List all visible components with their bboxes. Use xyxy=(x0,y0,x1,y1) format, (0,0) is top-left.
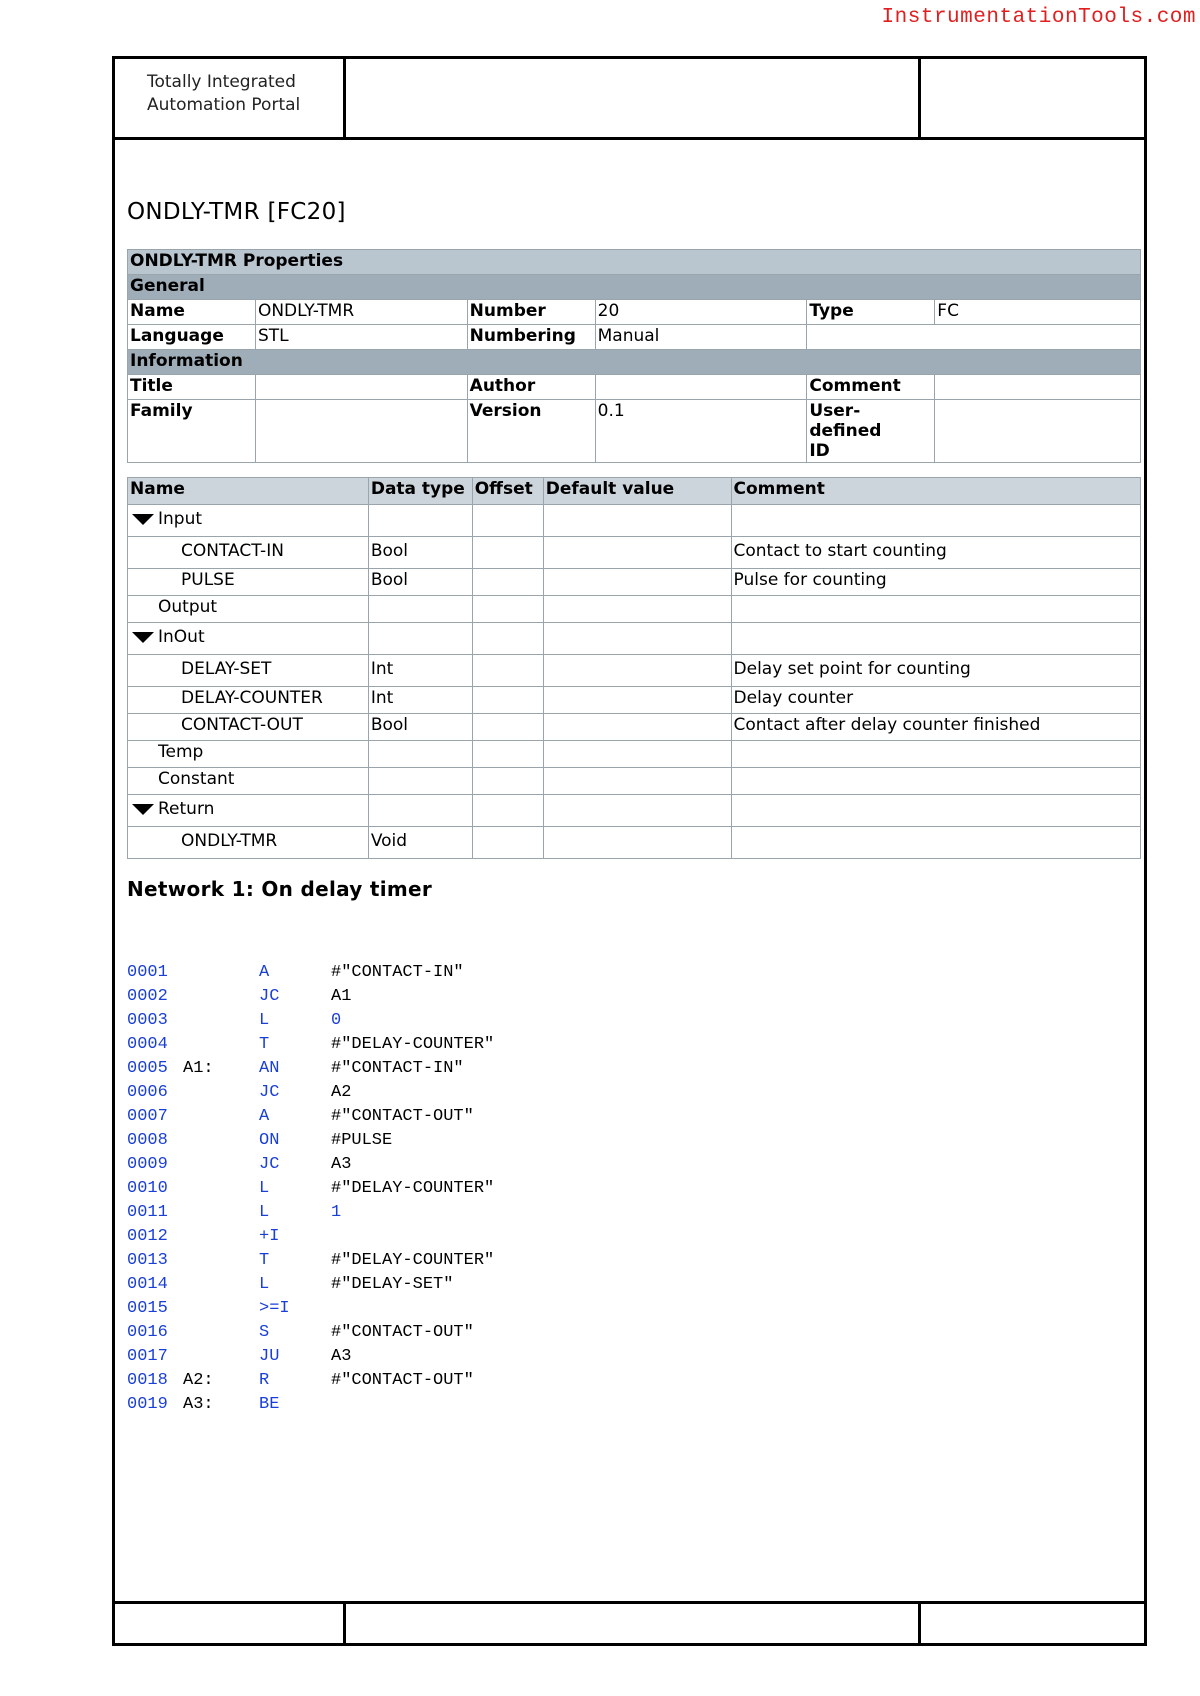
operand: A3 xyxy=(331,1347,352,1366)
instruction: L xyxy=(259,1275,270,1294)
code-line xyxy=(127,1369,1141,1393)
user-id-label xyxy=(807,400,935,463)
section-name: Output xyxy=(128,596,369,623)
code-line xyxy=(127,1201,1141,1225)
line-number: 0011 xyxy=(127,1203,168,1222)
jump-label xyxy=(183,1033,259,1057)
operand: #"CONTACT-OUT" xyxy=(331,1323,474,1342)
instruction: >=I xyxy=(259,1299,290,1318)
network-title: Network 1: On delay timer xyxy=(127,877,433,901)
comment-label: Comment xyxy=(807,375,935,400)
instruction: JC xyxy=(259,1083,280,1102)
col-offset: Offset xyxy=(472,478,543,505)
param-comment: Delay set point for counting xyxy=(731,655,1140,687)
expand-triangle-icon[interactable] xyxy=(132,514,154,525)
param-name: ONDLY-TMR xyxy=(128,827,369,859)
code-line xyxy=(127,1393,1141,1417)
instruction: JC xyxy=(259,1155,280,1174)
jump-label xyxy=(183,1105,259,1129)
operand: #"CONTACT-IN" xyxy=(331,963,464,982)
block-title: ONDLY-TMR [FC20] xyxy=(127,199,346,225)
table-row xyxy=(128,537,1141,569)
jump-label xyxy=(183,985,259,1009)
table-row xyxy=(128,827,1141,859)
operand: #"DELAY-COUNTER" xyxy=(331,1179,495,1198)
section-temp xyxy=(128,741,1141,768)
jump-label xyxy=(183,961,259,985)
footer-right-cell xyxy=(921,1604,1144,1643)
section-constant xyxy=(128,768,1141,795)
instruction: +I xyxy=(259,1227,280,1246)
code-line xyxy=(127,1153,1141,1177)
section-name: Input xyxy=(158,509,203,529)
line-number: 0012 xyxy=(127,1227,168,1246)
title-block-footer xyxy=(115,1601,1144,1643)
name-value: ONDLY-TMR xyxy=(255,300,467,325)
param-name: CONTACT-IN xyxy=(128,537,369,569)
section-input[interactable] xyxy=(128,505,1141,537)
line-number: 0019 xyxy=(127,1395,168,1414)
param-comment xyxy=(731,827,1140,859)
line-number: 0003 xyxy=(127,1011,168,1030)
version-value: 0.1 xyxy=(595,400,807,463)
line-number: 0018 xyxy=(127,1371,168,1390)
code-line xyxy=(127,1105,1141,1129)
operand: #"DELAY-COUNTER" xyxy=(331,1035,495,1054)
jump-label xyxy=(183,1177,259,1201)
operand: #"DELAY-COUNTER" xyxy=(331,1251,495,1270)
section-return[interactable] xyxy=(128,795,1141,827)
stl-code-listing xyxy=(127,961,1141,1417)
type-label: Type xyxy=(807,300,935,325)
interface-table xyxy=(127,477,1141,859)
line-number: 0017 xyxy=(127,1347,168,1366)
param-comment: Pulse for counting xyxy=(731,569,1140,596)
number-value: 20 xyxy=(595,300,807,325)
jump-label xyxy=(183,1345,259,1369)
param-comment: Contact to start counting xyxy=(731,537,1140,569)
line-number: 0009 xyxy=(127,1155,168,1174)
instruction: R xyxy=(259,1371,270,1390)
param-comment: Delay counter xyxy=(731,687,1140,714)
page-content xyxy=(127,199,1141,1417)
instruction: ON xyxy=(259,1131,280,1150)
instruction: JU xyxy=(259,1347,280,1366)
code-line xyxy=(127,1249,1141,1273)
jump-label xyxy=(183,1225,259,1249)
param-name: PULSE xyxy=(128,569,369,596)
line-number: 0004 xyxy=(127,1035,168,1054)
code-line xyxy=(127,1009,1141,1033)
code-line xyxy=(127,985,1141,1009)
family-value xyxy=(255,400,467,463)
jump-label xyxy=(183,1321,259,1345)
jump-label xyxy=(183,1081,259,1105)
operand: A1 xyxy=(331,987,352,1006)
operand: 0 xyxy=(331,1011,342,1030)
instruction: BE xyxy=(259,1395,280,1414)
code-line xyxy=(127,961,1141,985)
jump-label: A3: xyxy=(183,1395,214,1414)
line-number: 0014 xyxy=(127,1275,168,1294)
user-id-label-line2: ID xyxy=(809,441,830,461)
footer-left-cell xyxy=(115,1604,346,1643)
header-right-cell xyxy=(921,59,1144,137)
table-row xyxy=(128,569,1141,596)
section-name: Return xyxy=(158,799,215,819)
operand: #"CONTACT-OUT" xyxy=(331,1371,474,1390)
instruction: A xyxy=(259,1107,270,1126)
col-default-value: Default value xyxy=(543,478,731,505)
number-label: Number xyxy=(467,300,595,325)
jump-label xyxy=(183,1273,259,1297)
information-section: Information xyxy=(128,350,1141,375)
code-line xyxy=(127,1057,1141,1081)
code-line xyxy=(127,1273,1141,1297)
line-number: 0001 xyxy=(127,963,168,982)
line-number: 0007 xyxy=(127,1107,168,1126)
param-type: Bool xyxy=(368,569,472,596)
code-line xyxy=(127,1225,1141,1249)
code-line xyxy=(127,1033,1141,1057)
operand: #"CONTACT-OUT" xyxy=(331,1107,474,1126)
jump-label xyxy=(183,1249,259,1273)
line-number: 0013 xyxy=(127,1251,168,1270)
operand: A3 xyxy=(331,1155,352,1174)
jump-label xyxy=(183,1297,259,1321)
title-label: Title xyxy=(128,375,256,400)
param-name: DELAY-SET xyxy=(128,655,369,687)
param-type: Int xyxy=(368,687,472,714)
expand-triangle-icon[interactable] xyxy=(132,632,154,643)
col-name: Name xyxy=(128,478,369,505)
numbering-label: Numbering xyxy=(467,325,595,350)
param-type: Bool xyxy=(368,714,472,741)
code-line xyxy=(127,1297,1141,1321)
operand: 1 xyxy=(331,1203,342,1222)
version-label: Version xyxy=(467,400,595,463)
section-inout[interactable] xyxy=(128,623,1141,655)
line-number: 0002 xyxy=(127,987,168,1006)
page-frame xyxy=(112,56,1147,1646)
instruction: L xyxy=(259,1179,270,1198)
line-number: 0005 xyxy=(127,1059,168,1078)
numbering-value: Manual xyxy=(595,325,807,350)
expand-triangle-icon[interactable] xyxy=(132,804,154,815)
title-value xyxy=(255,375,467,400)
operand: #"CONTACT-IN" xyxy=(331,1059,464,1078)
param-type: Int xyxy=(368,655,472,687)
author-value xyxy=(595,375,807,400)
instruction: AN xyxy=(259,1059,280,1078)
jump-label xyxy=(183,1201,259,1225)
empty-cell xyxy=(807,325,1141,350)
param-name: CONTACT-OUT xyxy=(128,714,369,741)
title-block-header xyxy=(115,59,1144,140)
type-value: FC xyxy=(935,300,1141,325)
code-line xyxy=(127,1321,1141,1345)
instruction: T xyxy=(259,1035,270,1054)
line-number: 0015 xyxy=(127,1299,168,1318)
header-middle-cell xyxy=(346,59,921,137)
param-type: Void xyxy=(368,827,472,859)
line-number: 0008 xyxy=(127,1131,168,1150)
instruction: S xyxy=(259,1323,270,1342)
app-name-line2: Automation Portal xyxy=(147,95,301,115)
table-row xyxy=(128,687,1141,714)
instruction: JC xyxy=(259,987,280,1006)
user-id-value xyxy=(935,400,1141,463)
instruction: T xyxy=(259,1251,270,1270)
table-row xyxy=(128,714,1141,741)
language-label: Language xyxy=(128,325,256,350)
section-name: Temp xyxy=(128,741,369,768)
jump-label xyxy=(183,1153,259,1177)
code-line xyxy=(127,1177,1141,1201)
jump-label xyxy=(183,1129,259,1153)
general-section: General xyxy=(128,275,1141,300)
instruction: L xyxy=(259,1203,270,1222)
code-line xyxy=(127,1129,1141,1153)
properties-title: ONDLY-TMR Properties xyxy=(128,250,1141,275)
footer-middle-cell xyxy=(346,1604,921,1643)
instruction: L xyxy=(259,1011,270,1030)
operand: A2 xyxy=(331,1083,352,1102)
line-number: 0006 xyxy=(127,1083,168,1102)
code-line xyxy=(127,1081,1141,1105)
language-value: STL xyxy=(255,325,467,350)
app-name xyxy=(115,59,346,137)
section-name: Constant xyxy=(128,768,369,795)
comment-value xyxy=(935,375,1141,400)
param-type: Bool xyxy=(368,537,472,569)
instruction: A xyxy=(259,963,270,982)
code-line xyxy=(127,1345,1141,1369)
line-number: 0010 xyxy=(127,1179,168,1198)
jump-label: A1: xyxy=(183,1059,214,1078)
col-comment: Comment xyxy=(731,478,1140,505)
section-name: InOut xyxy=(158,627,205,647)
operand: #PULSE xyxy=(331,1131,393,1150)
user-id-label-line1: User-defined xyxy=(809,401,882,441)
line-number: 0016 xyxy=(127,1323,168,1342)
param-name: DELAY-COUNTER xyxy=(128,687,369,714)
jump-label: A2: xyxy=(183,1371,214,1390)
author-label: Author xyxy=(467,375,595,400)
app-name-line1: Totally Integrated xyxy=(147,72,296,92)
section-output xyxy=(128,596,1141,623)
col-data-type: Data type xyxy=(368,478,472,505)
param-comment: Contact after delay counter finished xyxy=(731,714,1140,741)
family-label: Family xyxy=(128,400,256,463)
jump-label xyxy=(183,1009,259,1033)
name-label: Name xyxy=(128,300,256,325)
properties-table xyxy=(127,249,1141,463)
site-watermark: InstrumentationTools.com xyxy=(881,6,1196,29)
operand: #"DELAY-SET" xyxy=(331,1275,454,1294)
table-row xyxy=(128,655,1141,687)
